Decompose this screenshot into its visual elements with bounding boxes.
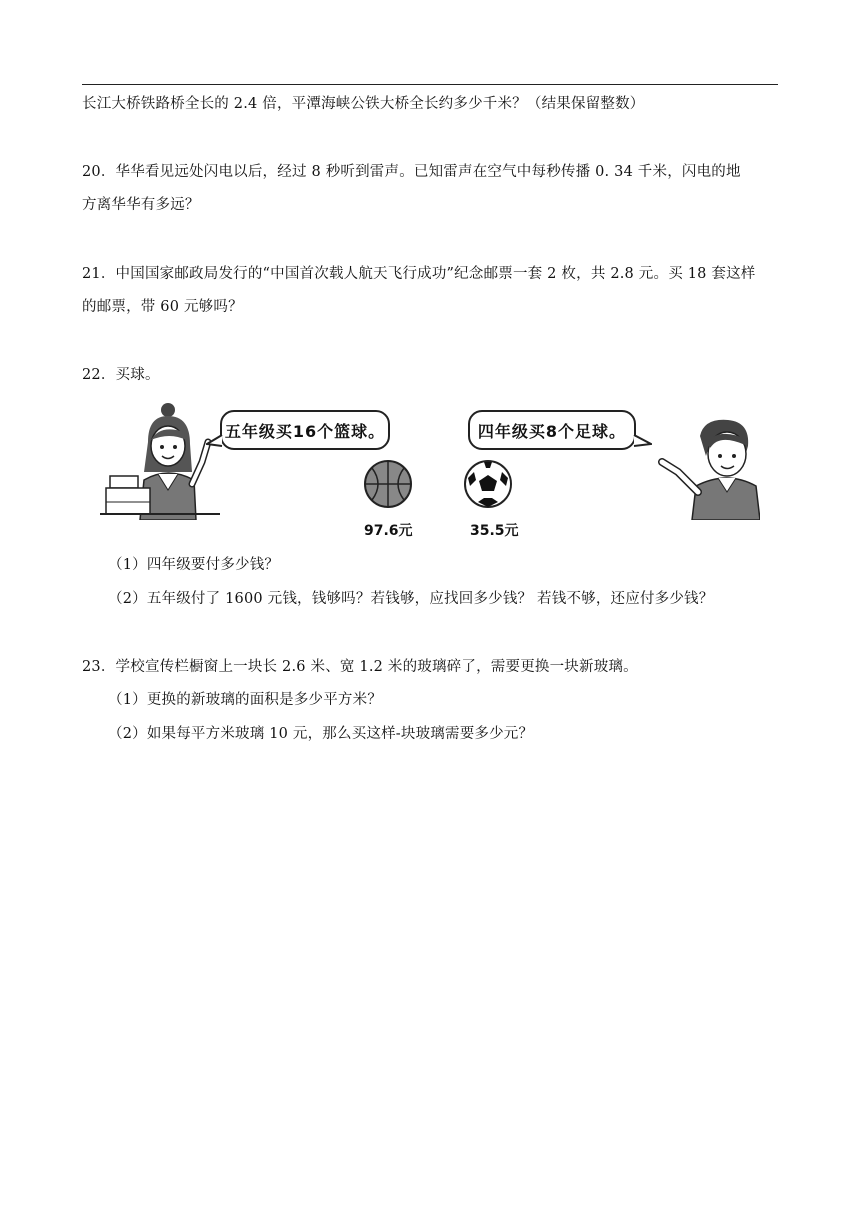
q23-title: 23．学校宣传栏橱窗上一块长 2.6 米、宽 1.2 米的玻璃碎了，需要更换一块新玻璃。 [82, 659, 638, 675]
left-speech-bubble: 五年级买16个篮球。 [220, 410, 390, 450]
football-price: 35.5元 [470, 523, 519, 539]
q21-line1: 21．中国国家邮政局发行的“中国首次载人航天飞行成功”纪念邮票一套 2 枚，共 2.8 元。买 18 套这样 [82, 266, 756, 282]
q19-continuation: 长江大桥铁路桥全长的 2.4 倍，平潭海峡公铁大桥全长约多少千米？（结果保留整数） [82, 96, 645, 112]
q20-line1: 20．华华看见远处闪电以后，经过 8 秒听到雷声。已知雷声在空气中每秒传播 0. 34 千米，闪电的地 [82, 164, 741, 180]
q23-part2: （2）如果每平方米玻璃 10 元，那么买这样-块玻璃需要多少元？ [108, 726, 534, 742]
q22-part2: （2）五年级付了 1600 元钱，钱够吗？若钱够，应找回多少钱？ 若钱不够，还应付多少钱？ [108, 591, 714, 607]
ball-shopping-figure [100, 398, 760, 540]
q23-part1: （1）更换的新玻璃的面积是多少平方米？ [108, 692, 383, 708]
basketball-price: 97.6元 [364, 523, 413, 539]
boy-icon [648, 416, 760, 520]
q22-title: 22．买球。 [82, 367, 160, 383]
q20-line2: 方离华华有多远？ [82, 197, 200, 213]
cash-register-icon [100, 472, 220, 516]
left-bubble-tail [206, 434, 224, 448]
q21-line2: 的邮票，带 60 元够吗？ [82, 299, 243, 315]
basketball-icon [362, 458, 414, 510]
soccer-ball-icon [462, 458, 514, 510]
q22-part1: （1）四年级要付多少钱？ [108, 557, 280, 573]
header-rule [82, 84, 778, 85]
right-speech-bubble: 四年级买8个足球。 [468, 410, 636, 450]
